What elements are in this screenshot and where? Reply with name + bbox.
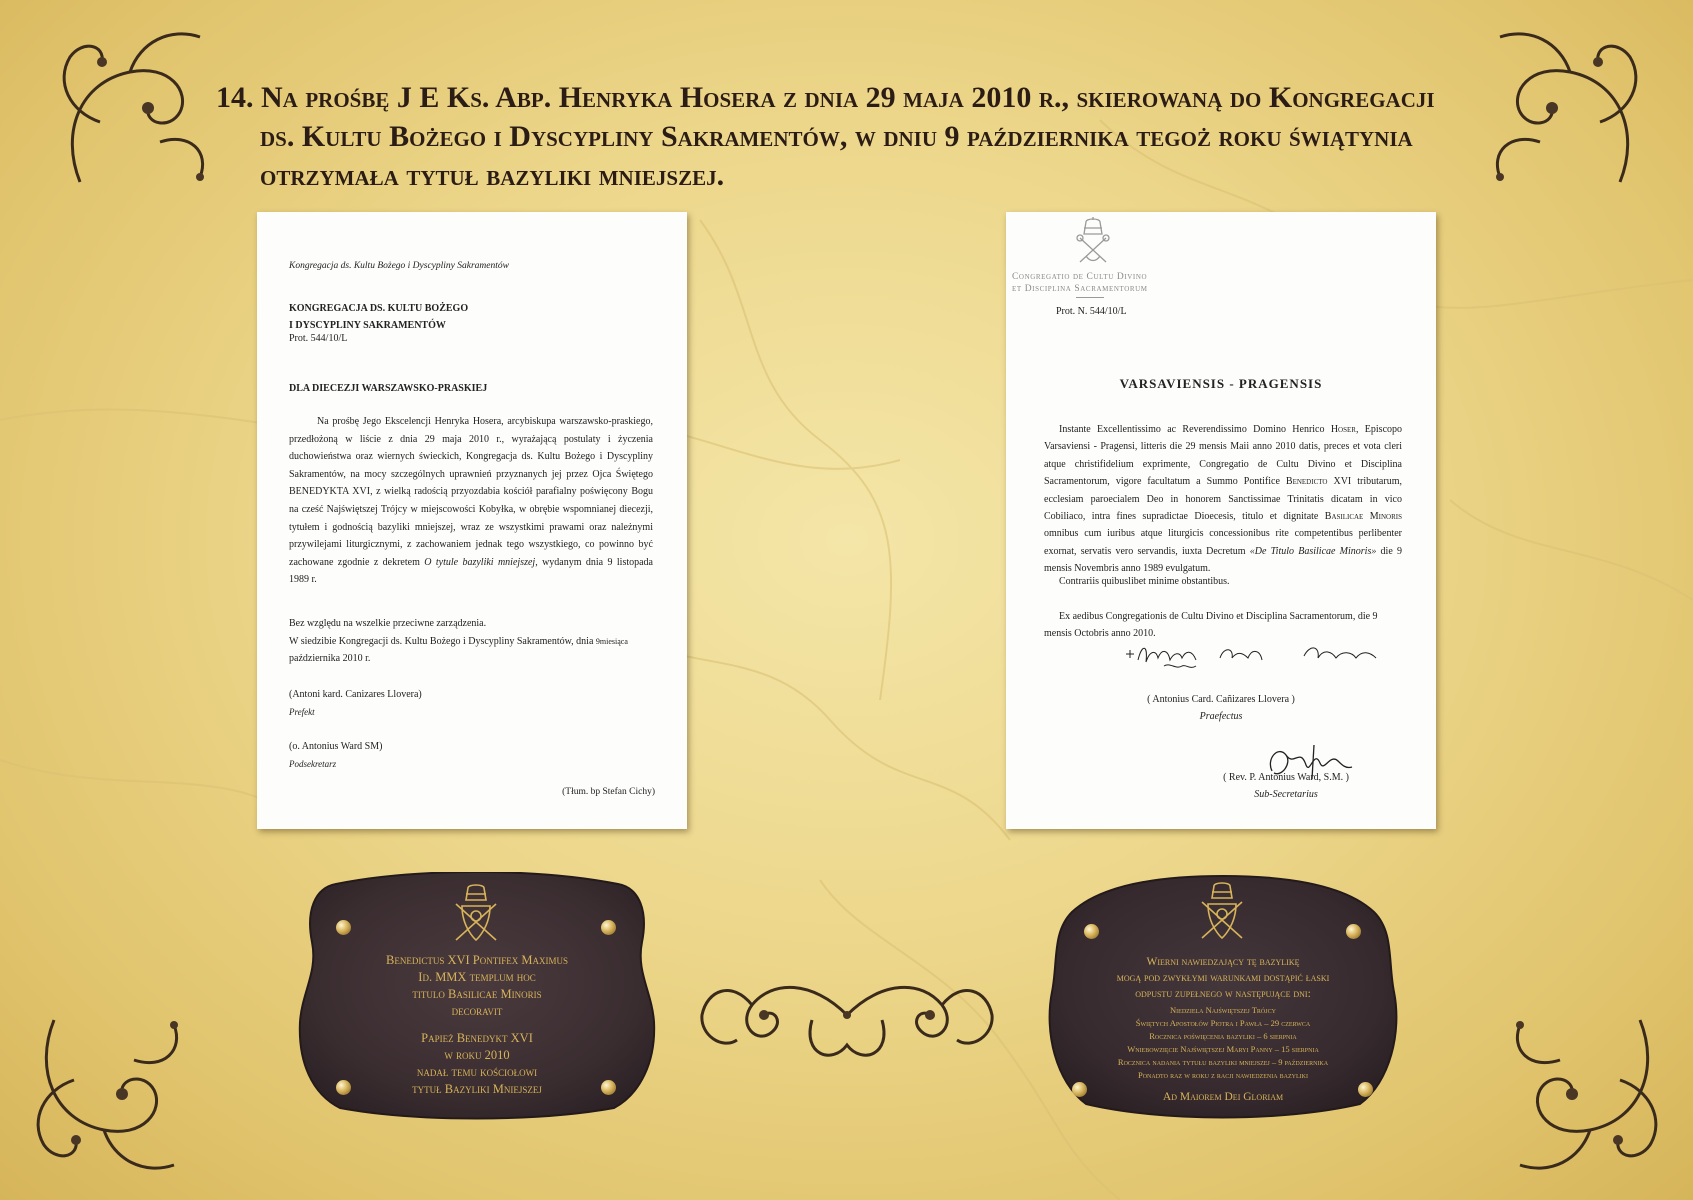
translator-note: (Tłum. bp Stefan Cichy) — [562, 787, 655, 797]
center-ornament — [692, 960, 1002, 1070]
congregation-letterhead: Congregatio de Cultu Divino et Disciplina Sacramentorum — [1012, 272, 1148, 294]
corner-ornament-bottom-right — [1500, 1010, 1680, 1190]
document-heading: VARSAVIENSIS - PRAGENSIS — [1119, 376, 1323, 391]
polish-decree-document — [257, 212, 687, 829]
subsecretary-signature-block: ( Rev. P. Antonius Ward, S.M. ) Sub-Secretarius — [1223, 772, 1349, 800]
plaque-nail — [1346, 924, 1361, 939]
document-header: Kongregacja ds. Kultu Bożego i Dyscypliny Sakramentów — [289, 261, 509, 271]
plaque-nail — [601, 920, 616, 935]
heading-line-1: 14. Na prośbę J E Ks. Abp. Henryka Hosera z dnia 29 maja 2010 r., skierowaną do Kongregacji — [216, 81, 1435, 114]
plaque-latin-inscription: Benedictus XVI Pontifex Maximus Id. MMX templum hoc titulo Basilicae Minoris decoravit — [386, 953, 568, 1018]
prefect-signature-block: ( Antonius Card. Cañizares Llovera ) Praefectus — [1147, 694, 1295, 722]
heading-line-2: ds. Kultu Bożego i Dyscypliny Sakramentów, w dniu 9 października tegoż roku świątynia — [260, 120, 1413, 153]
page-heading — [216, 78, 1486, 195]
ex-aedibus-line: Ex aedibus Congregationis de Cultu Divino et Disciplina Sacramentorum, die 9 mensis Octobris anno 2010. — [1044, 611, 1378, 640]
plaque-nail — [336, 920, 351, 935]
addressee: DLA DIECEZJI WARSZAWSKO-PRASKIEJ — [289, 383, 488, 394]
plaque-indulgence-days: Niedziela Najświętszej Trójcy Świętych Apostołów Piotra i Pawła – 29 czerwca Rocznica poświęcenia bazyliki – 6 sierpnia Wniebowzięcie Najświętszej Maryi Panny – 15 sierpnia Rocznica nadania tytułu bazyliki mniejszej – 9 października Ponadto raz w roku z racji nawiedzenia bazyliki — [1117, 1005, 1329, 1080]
congregation-name: KONGREGACJA DS. KULTU BOŻEGO I DYSCYPLINY SAKRAMENTÓW — [289, 303, 469, 331]
heading-line-3: otrzymała tytuł bazyliki mniejszej. — [260, 159, 725, 192]
plaque-motto: Ad Maiorem Dei Gloriam — [1162, 1091, 1284, 1103]
plaque-polish-inscription: Papież Benedykt XVI w roku 2010 nadał temu kościołowi tytuł Bazyliki Mniejszej — [412, 1031, 542, 1096]
undersecretary-signature-block: (o. Antonius Ward SM) Podsekretarz — [289, 741, 383, 769]
corner-ornament-bottom-left — [14, 1010, 194, 1190]
prefect-signature-block: (Antoni kard. Canizares Llovera) Prefekt — [289, 689, 422, 717]
decree-body: Instante Excellentissimo ac Reverendissimo Domino Henrico Hoser, Episcopo Varsaviensi - Pragensi, litteris die 29 mensis Maii anno 2010 datis, preces et vota cleri atque christifidelium exprimente, Congregatio de Cultu Divino et Disciplina Sacramentorum, vigore facultatum a Summo Pontifice Benedicto XVI tributarum, ecclesiam paroecialem Deo in honorem Sanctissimae Trinitatis dicatam in vico Cobiliaco, intra fines supradictae Dioecesis, titulo et dignitate Basilicae Minoris omnibus cum iuribus atque liturgicis concessionibus rite competentibus perlibenter exornat, servatis vero servandis, iuxta Decretum «De Titulo Basilicae Minoris» die 9 mensis Novembris anno 1989 evulgatum. — [1044, 424, 1403, 575]
corner-ornament-top-left — [40, 12, 220, 192]
protocol-number: Prot. 544/10/L — [289, 333, 348, 344]
plaque-nail — [1084, 924, 1099, 939]
commemorative-plaque-left — [296, 872, 658, 1120]
papal-emblem-icon — [1070, 216, 1116, 268]
latin-decree-document — [1006, 212, 1436, 829]
contrariis-line: Contrariis quibuslibet minime obstantibus. — [1059, 576, 1230, 587]
protocol-number: Prot. N. 544/10/L — [1056, 306, 1127, 317]
papal-coat-of-arms-icon — [452, 884, 500, 944]
cardinal-handwritten-signature — [1124, 636, 1384, 676]
corner-ornament-top-right — [1480, 12, 1660, 192]
papal-coat-of-arms-icon — [1198, 882, 1246, 942]
letterhead-rule — [1076, 297, 1104, 298]
decree-closing: Bez względu na wszelkie przeciwne zarządzenia. W siedzibie Kongregacji ds. Kultu Bożego i Dyscypliny Sakramentów, dnia 9miesiąca października 2010 r. — [289, 618, 628, 665]
plaque-indulgence-inscription: Wierni nawiedzający tę bazylikę mogą pod zwykłymi warunkami dostąpić łaski odpustu zupełnego w następujące dni: — [1116, 956, 1330, 1000]
decree-body: Na prośbę Jego Ekscelencji Henryka Hosera, arcybiskupa warszawsko-praskiego, przedłożoną w liście z dnia 29 maja 2010 r., wyrażającą postulaty i życzenia duchowieństwa oraz wiernych świeckich, Kongregacja ds. Kultu Bożego i Dyscypliny Sakramentów, na mocy szczególnych uprawnień przyznanych jej przez Ojca Świętego BENEDYKTA XVI, z wielką radością przyozdabia kościół parafialny poświęcony Bogu na cześć Najświętszej Trójcy w miejscowości Kobyłka, w obrębie wspomnianej diecezji, tytułem i godnością bazyliki mniejszej, wraz ze wszystkimi prawami oraz należnymi przywilejami liturgicznymi, z zachowaniem jednak tego wszystkiego, co powinno być zachowane zgodnie z dekretem O tytule bazyliki mniejszej, wydanym dnia 9 listopada 1989 r. — [289, 416, 653, 586]
commemorative-plaque-right — [1042, 872, 1404, 1120]
